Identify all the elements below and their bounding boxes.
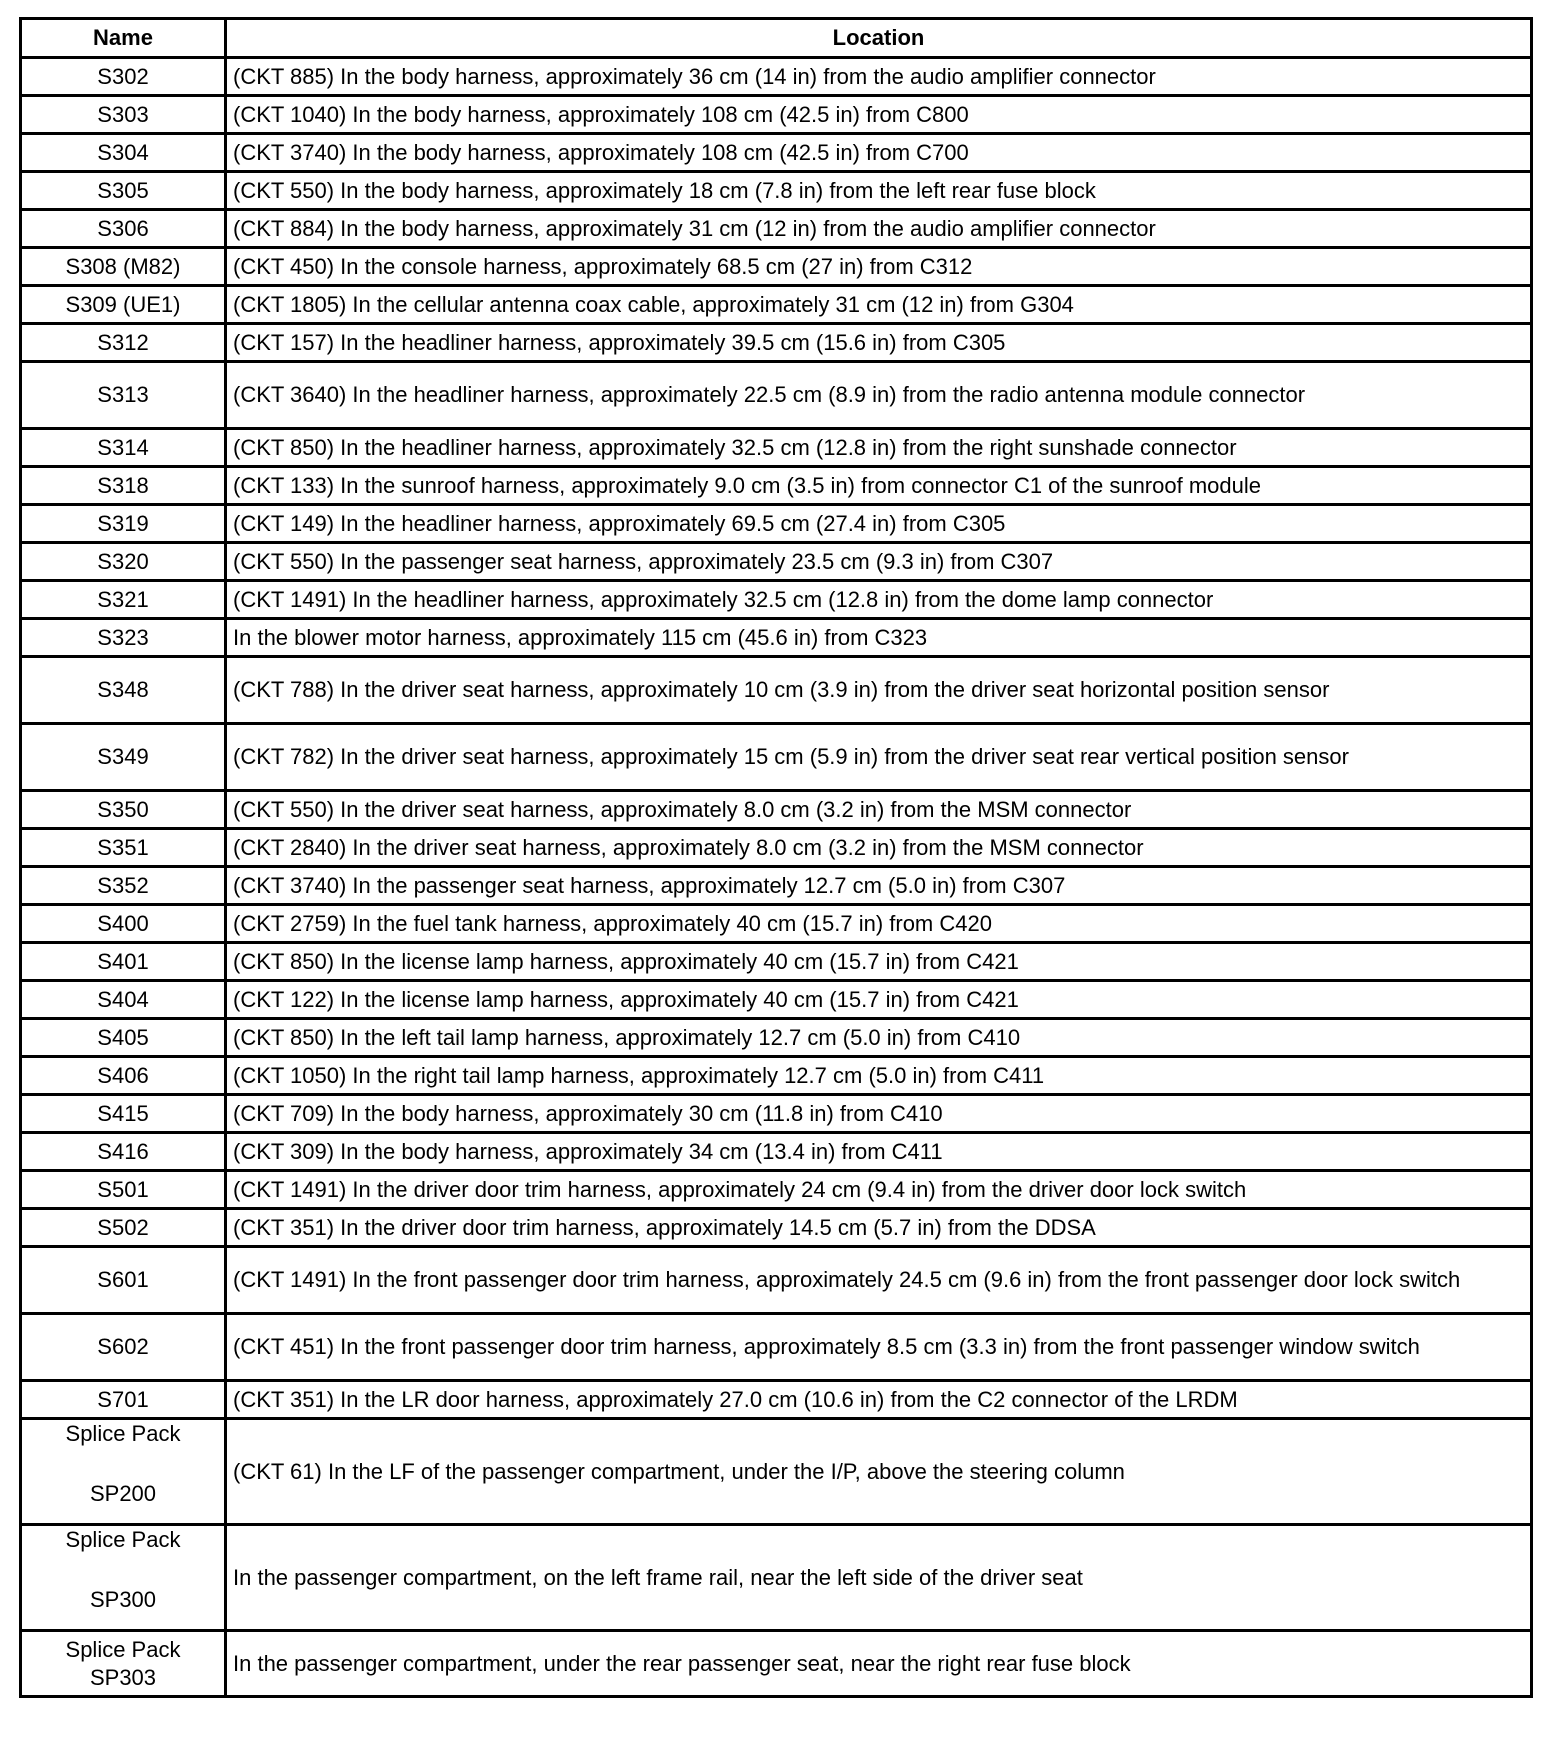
- splice-name: S352: [21, 867, 226, 905]
- table-row: [21, 1631, 1532, 1697]
- table-row: [21, 619, 1532, 657]
- table-row: [21, 1381, 1532, 1419]
- table-row: [21, 467, 1532, 505]
- splice-pack-label: Splice Pack: [65, 1636, 181, 1662]
- splice-pack-id: SP303: [89, 1664, 157, 1690]
- splice-name: S701: [21, 1381, 226, 1419]
- splice-location: (CKT 2759) In the fuel tank harness, approximately 40 cm (15.7 in) from C420: [226, 905, 1532, 943]
- table-row: [21, 362, 1532, 429]
- table-row: [21, 134, 1532, 172]
- table-row: [21, 1095, 1532, 1133]
- splice-name: S501: [21, 1171, 226, 1209]
- splice-location: (CKT 550) In the body harness, approximately 18 cm (7.8 in) from the left rear fuse block: [226, 172, 1532, 210]
- splice-location-table: [19, 17, 1533, 1698]
- splice-name: S349: [21, 724, 226, 791]
- splice-location: (CKT 1040) In the body harness, approximately 108 cm (42.5 in) from C800: [226, 96, 1532, 134]
- table-row: [21, 1209, 1532, 1247]
- table-row: [21, 724, 1532, 791]
- table-row: [21, 248, 1532, 286]
- table-row: [21, 657, 1532, 724]
- location-column-header: Location: [226, 19, 1532, 58]
- splice-name: S309 (UE1): [21, 286, 226, 324]
- splice-location: (CKT 450) In the console harness, approximately 68.5 cm (27 in) from C312: [226, 248, 1532, 286]
- table-row: [21, 1171, 1532, 1209]
- splice-location: (CKT 3640) In the headliner harness, approximately 22.5 cm (8.9 in) from the radio antenna module connector: [226, 362, 1532, 429]
- table-row: [21, 172, 1532, 210]
- splice-location: (CKT 850) In the license lamp harness, approximately 40 cm (15.7 in) from C421: [226, 943, 1532, 981]
- splice-location: (CKT 788) In the driver seat harness, approximately 10 cm (3.9 in) from the driver seat horizontal position sensor: [226, 657, 1532, 724]
- splice-location: (CKT 2840) In the driver seat harness, approximately 8.0 cm (3.2 in) from the MSM connector: [226, 829, 1532, 867]
- name-column-header: Name: [21, 19, 226, 58]
- table-row: [21, 429, 1532, 467]
- splice-location: (CKT 1491) In the headliner harness, approximately 32.5 cm (12.8 in) from the dome lamp connector: [226, 581, 1532, 619]
- splice-name: S401: [21, 943, 226, 981]
- table-row: [21, 543, 1532, 581]
- splice-name: S400: [21, 905, 226, 943]
- splice-name: S313: [21, 362, 226, 429]
- splice-pack-label: Splice Pack: [65, 1421, 181, 1446]
- splice-pack-id: SP300: [89, 1587, 157, 1612]
- table-row: [21, 581, 1532, 619]
- splice-location: (CKT 709) In the body harness, approximately 30 cm (11.8 in) from C410: [226, 1095, 1532, 1133]
- table-row: [21, 943, 1532, 981]
- splice-pack-name: [21, 1419, 226, 1525]
- splice-name: S304: [21, 134, 226, 172]
- splice-location: (CKT 1050) In the right tail lamp harness, approximately 12.7 cm (5.0 in) from C411: [226, 1057, 1532, 1095]
- table-row: [21, 867, 1532, 905]
- table-row: [21, 981, 1532, 1019]
- table-row: [21, 324, 1532, 362]
- splice-name: S312: [21, 324, 226, 362]
- splice-location: (CKT 1491) In the driver door trim harness, approximately 24 cm (9.4 in) from the driver door lock switch: [226, 1171, 1532, 1209]
- splice-name: S305: [21, 172, 226, 210]
- table-row: [21, 58, 1532, 96]
- splice-location: (CKT 550) In the driver seat harness, approximately 8.0 cm (3.2 in) from the MSM connector: [226, 791, 1532, 829]
- splice-name: S318: [21, 467, 226, 505]
- splice-name: S319: [21, 505, 226, 543]
- header-row: [21, 19, 1532, 58]
- splice-location: In the passenger compartment, on the left frame rail, near the left side of the driver seat: [226, 1525, 1532, 1631]
- table-row: [21, 96, 1532, 134]
- splice-name: S601: [21, 1247, 226, 1314]
- splice-location: (CKT 61) In the LF of the passenger compartment, under the I/P, above the steering column: [226, 1419, 1532, 1525]
- splice-name: S350: [21, 791, 226, 829]
- splice-location: (CKT 3740) In the body harness, approximately 108 cm (42.5 in) from C700: [226, 134, 1532, 172]
- splice-location: (CKT 157) In the headliner harness, approximately 39.5 cm (15.6 in) from C305: [226, 324, 1532, 362]
- splice-location: (CKT 351) In the driver door trim harness, approximately 14.5 cm (5.7 in) from the DDSA: [226, 1209, 1532, 1247]
- splice-name: S416: [21, 1133, 226, 1171]
- splice-name: S308 (M82): [21, 248, 226, 286]
- splice-pack-id: SP200: [89, 1481, 157, 1506]
- splice-location: In the passenger compartment, under the rear passenger seat, near the right rear fuse block: [226, 1631, 1532, 1697]
- splice-name: S306: [21, 210, 226, 248]
- splice-name: S323: [21, 619, 226, 657]
- splice-name: S502: [21, 1209, 226, 1247]
- splice-name: S404: [21, 981, 226, 1019]
- splice-name: S351: [21, 829, 226, 867]
- splice-location: (CKT 3740) In the passenger seat harness, approximately 12.7 cm (5.0 in) from C307: [226, 867, 1532, 905]
- splice-location: (CKT 451) In the front passenger door trim harness, approximately 8.5 cm (3.3 in) from the front passenger window switch: [226, 1314, 1532, 1381]
- splice-name: S321: [21, 581, 226, 619]
- splice-name: S303: [21, 96, 226, 134]
- table-row: [21, 1133, 1532, 1171]
- table-row: [21, 905, 1532, 943]
- splice-location: (CKT 122) In the license lamp harness, approximately 40 cm (15.7 in) from C421: [226, 981, 1532, 1019]
- splice-location: (CKT 1491) In the front passenger door trim harness, approximately 24.5 cm (9.6 in) from the front passenger door lock switch: [226, 1247, 1532, 1314]
- table-row: [21, 1019, 1532, 1057]
- splice-name: S415: [21, 1095, 226, 1133]
- splice-location: (CKT 885) In the body harness, approximately 36 cm (14 in) from the audio amplifier connector: [226, 58, 1532, 96]
- splice-location: (CKT 850) In the headliner harness, approximately 32.5 cm (12.8 in) from the right sunshade connector: [226, 429, 1532, 467]
- splice-location: In the blower motor harness, approximately 115 cm (45.6 in) from C323: [226, 619, 1532, 657]
- splice-name: S602: [21, 1314, 226, 1381]
- table-row: [21, 1247, 1532, 1314]
- splice-location: (CKT 149) In the headliner harness, approximately 69.5 cm (27.4 in) from C305: [226, 505, 1532, 543]
- splice-name: S314: [21, 429, 226, 467]
- table-row: [21, 791, 1532, 829]
- splice-name: S320: [21, 543, 226, 581]
- splice-location: (CKT 309) In the body harness, approximately 34 cm (13.4 in) from C411: [226, 1133, 1532, 1171]
- splice-location: (CKT 133) In the sunroof harness, approximately 9.0 cm (3.5 in) from connector C1 of the sunroof module: [226, 467, 1532, 505]
- splice-name: S406: [21, 1057, 226, 1095]
- splice-location: (CKT 1805) In the cellular antenna coax cable, approximately 31 cm (12 in) from G304: [226, 286, 1532, 324]
- table-row: [21, 1419, 1532, 1525]
- splice-pack-label: Splice Pack: [65, 1527, 181, 1552]
- table-row: [21, 210, 1532, 248]
- splice-location: (CKT 550) In the passenger seat harness, approximately 23.5 cm (9.3 in) from C307: [226, 543, 1532, 581]
- table-row: [21, 1057, 1532, 1095]
- splice-location: (CKT 782) In the driver seat harness, approximately 15 cm (5.9 in) from the driver seat rear vertical position sensor: [226, 724, 1532, 791]
- table-row: [21, 286, 1532, 324]
- splice-name: S348: [21, 657, 226, 724]
- splice-name: S302: [21, 58, 226, 96]
- splice-location: (CKT 884) In the body harness, approximately 31 cm (12 in) from the audio amplifier connector: [226, 210, 1532, 248]
- table-row: [21, 505, 1532, 543]
- splice-location: (CKT 351) In the LR door harness, approximately 27.0 cm (10.6 in) from the C2 connector of the LRDM: [226, 1381, 1532, 1419]
- table-row: [21, 1314, 1532, 1381]
- splice-pack-name: [21, 1631, 226, 1697]
- table-row: [21, 829, 1532, 867]
- splice-location: (CKT 850) In the left tail lamp harness, approximately 12.7 cm (5.0 in) from C410: [226, 1019, 1532, 1057]
- table-row: [21, 1525, 1532, 1631]
- splice-pack-name: [21, 1525, 226, 1631]
- splice-name: S405: [21, 1019, 226, 1057]
